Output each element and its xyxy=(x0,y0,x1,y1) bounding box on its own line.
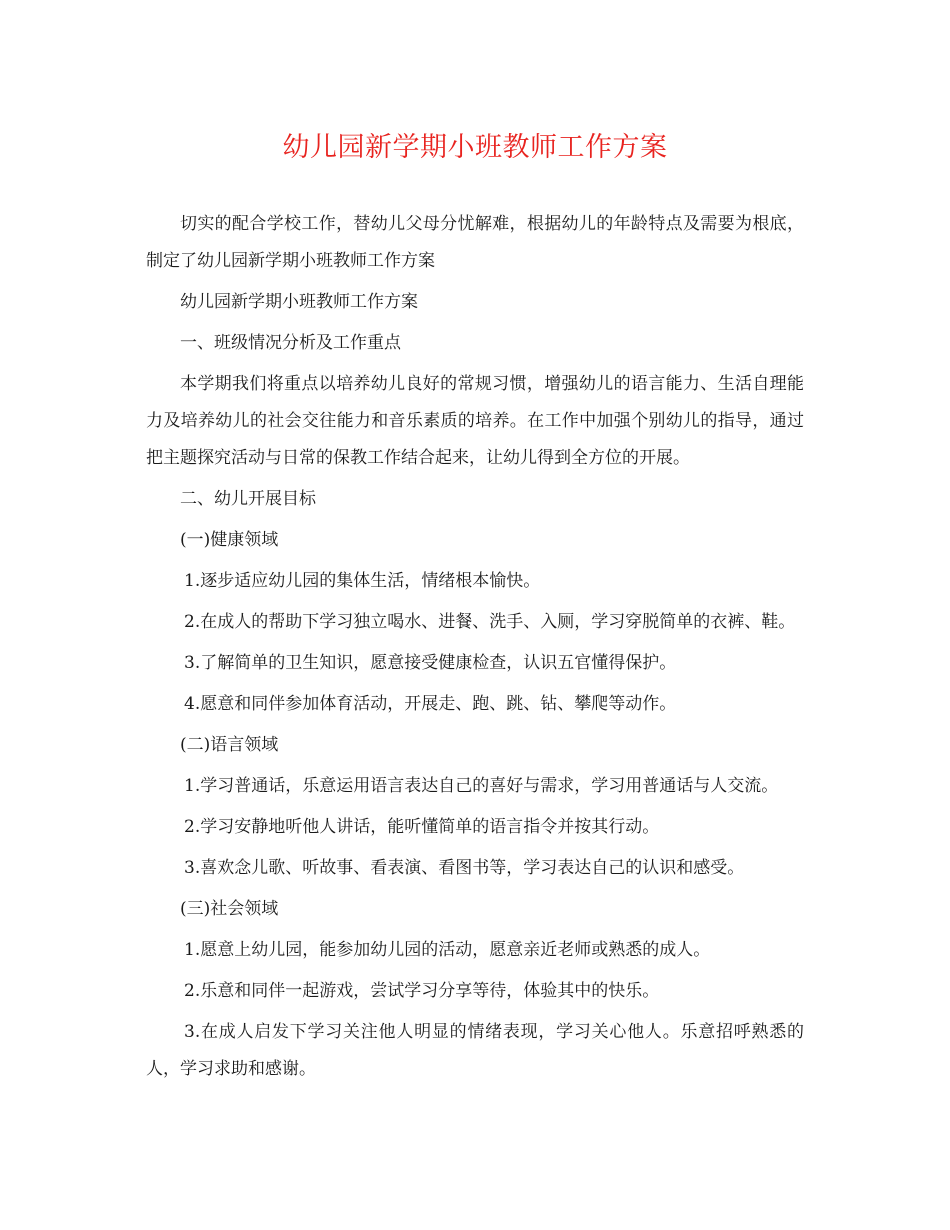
paragraph-subtitle: 幼儿园新学期小班教师工作方案 xyxy=(180,292,418,312)
list-item: 1.学习普通话，乐意运用语言表达自己的喜好与需求，学习用普通话与人交流。 xyxy=(184,776,779,796)
list-item: 1.逐步适应幼儿园的集体生活，情绪根本愉快。 xyxy=(184,571,541,591)
list-item: 2.乐意和同伴一起游戏，尝试学习分享等待，体验其中的快乐。 xyxy=(184,981,660,1001)
section-heading-1: 一、班级情况分析及工作重点 xyxy=(180,333,401,353)
paragraph-intro: 切实的配合学校工作，替幼儿父母分忧解难，根据幼儿的年龄特点及需要为根底，制定了幼儿园新学期小班教师工作方案 xyxy=(146,214,804,271)
document-body xyxy=(146,206,804,1092)
subsection-social: (三)社会领域 xyxy=(180,899,279,919)
subsection-language: (二)语言领域 xyxy=(180,735,279,755)
document-title: 幼儿园新学期小班教师工作方案 xyxy=(282,132,668,163)
subsection-health: (一)健康领域 xyxy=(180,530,279,550)
list-item: 2.学习安静地听他人讲话，能听懂简单的语言指令并按其行动。 xyxy=(184,817,660,837)
list-item: 3.喜欢念儿歌、听故事、看表演、看图书等，学习表达自己的认识和感受。 xyxy=(184,858,745,878)
list-item: 2.在成人的帮助下学习独立喝水、进餐、洗手、入厕，学习穿脱简单的衣裤、鞋。 xyxy=(184,612,796,632)
list-item: 3.在成人启发下学习关注他人明显的情绪表现，学习关心他人。乐意招呼熟悉的人，学习求助和感谢。 xyxy=(146,1022,804,1079)
list-item: 1.愿意上幼儿园，能参加幼儿园的活动，愿意亲近老师或熟悉的成人。 xyxy=(184,940,711,960)
list-item: 3.了解简单的卫生知识，愿意接受健康检查，认识五官懂得保护。 xyxy=(184,653,677,673)
paragraph-analysis: 本学期我们将重点以培养幼儿良好的常规习惯，增强幼儿的语言能力、生活自理能力及培养幼儿的社会交往能力和音乐素质的培养。在工作中加强个别幼儿的指导，通过把主题探究活动与日常的保教工作结合起来，让幼儿得到全方位的开展。 xyxy=(146,374,804,468)
list-item: 4.愿意和同伴参加体育活动，开展走、跑、跳、钻、攀爬等动作。 xyxy=(184,694,677,714)
section-heading-2: 二、幼儿开展目标 xyxy=(180,489,316,509)
